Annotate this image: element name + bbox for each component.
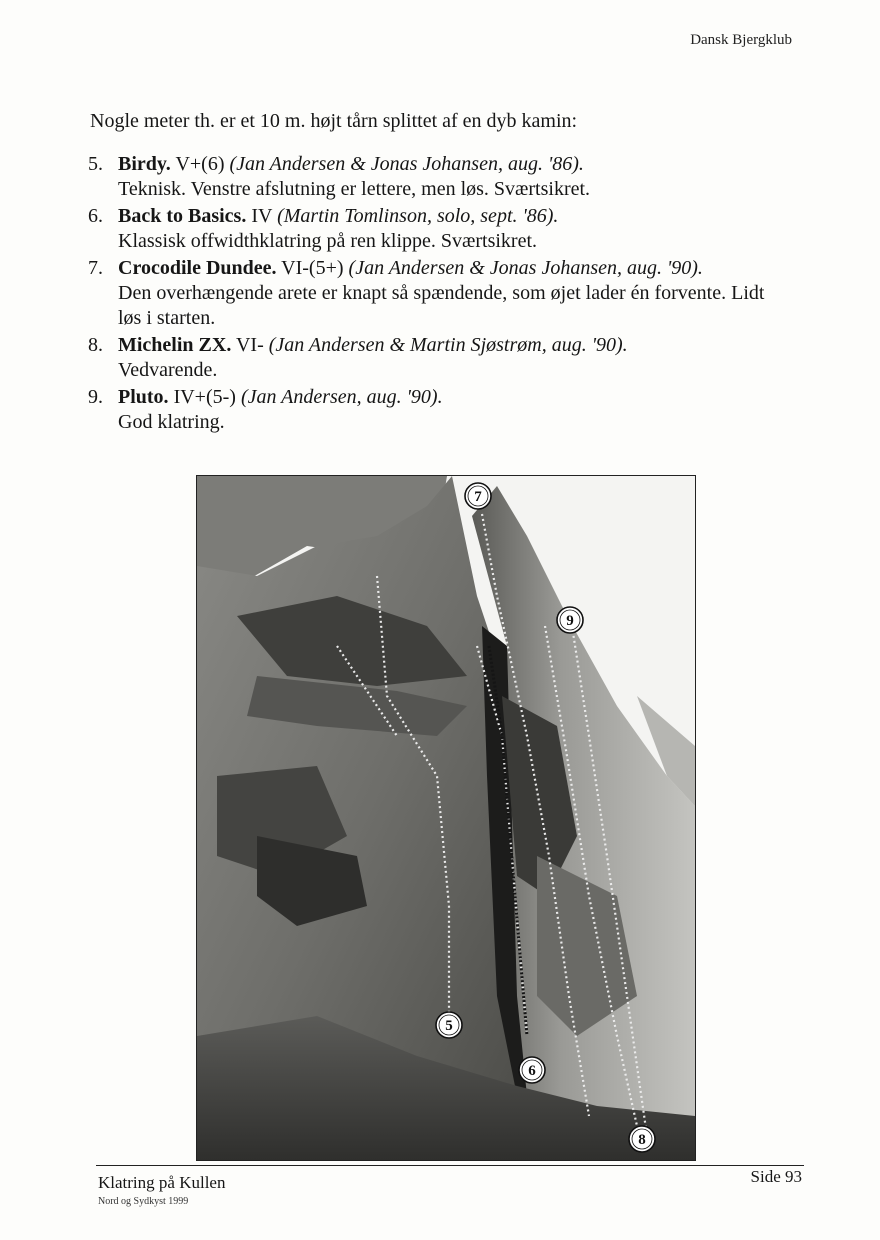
cliff-photo-drawing bbox=[197, 476, 695, 1160]
route-item bbox=[88, 152, 788, 202]
svg-text:7: 7 bbox=[474, 489, 482, 505]
club-name: Dansk Bjergklub bbox=[690, 32, 792, 48]
route-marker-6 bbox=[519, 1057, 545, 1083]
route-name: Crocodile Dundee. bbox=[118, 257, 277, 279]
route-marker-8 bbox=[629, 1126, 655, 1152]
route-item bbox=[88, 204, 788, 254]
route-credit: (Jan Andersen, aug. '90). bbox=[240, 386, 443, 408]
route-number: 5. bbox=[88, 153, 103, 175]
route-credit: (Jan Andersen & Jonas Johansen, aug. '86). bbox=[229, 153, 584, 175]
svg-text:8: 8 bbox=[638, 1132, 646, 1148]
route-list bbox=[88, 152, 788, 437]
route-topo-photo bbox=[196, 475, 696, 1161]
footer-book-title: Klatring på Kullen bbox=[98, 1173, 226, 1192]
route-description: Vedvarende. bbox=[118, 359, 218, 381]
route-item bbox=[88, 333, 788, 383]
intro-text: Nogle meter th. er et 10 m. højt tårn splittet af en dyb kamin: bbox=[90, 110, 578, 132]
route-credit: (Jan Andersen & Martin Sjøstrøm, aug. '90). bbox=[268, 334, 628, 356]
footer-rule bbox=[96, 1165, 804, 1166]
svg-text:6: 6 bbox=[528, 1063, 536, 1079]
route-number: 7. bbox=[88, 257, 103, 279]
route-credit: (Martin Tomlinson, solo, sept. '86). bbox=[277, 205, 559, 227]
route-description: God klatring. bbox=[118, 411, 225, 433]
svg-text:5: 5 bbox=[445, 1018, 453, 1034]
route-marker-7 bbox=[465, 483, 491, 509]
route-name: Birdy. bbox=[118, 153, 171, 175]
route-grade: V+(6) bbox=[175, 153, 225, 175]
route-name: Back to Basics. bbox=[118, 205, 247, 227]
route-grade: VI-(5+) bbox=[281, 257, 344, 279]
route-item bbox=[88, 385, 788, 435]
route-description: Teknisk. Venstre afslutning er lettere, men løs. Sværtsikret. bbox=[118, 178, 591, 200]
page-number: Side 93 bbox=[750, 1167, 802, 1186]
route-marker-5 bbox=[436, 1012, 462, 1038]
route-number: 8. bbox=[88, 334, 103, 356]
route-grade: IV bbox=[251, 205, 273, 227]
route-number: 6. bbox=[88, 205, 103, 227]
route-description: Den overhængende arete er knapt så spændende, som øjet lader én forvente. Lidt løs i starten. bbox=[118, 282, 765, 329]
route-number: 9. bbox=[88, 386, 103, 408]
footer-book-subtitle: Nord og Sydkyst 1999 bbox=[98, 1196, 189, 1207]
svg-text:9: 9 bbox=[566, 613, 574, 629]
route-grade: VI- bbox=[235, 334, 264, 356]
route-item bbox=[88, 256, 788, 331]
route-description: Klassisk offwidthklatring på ren klippe. Sværtsikret. bbox=[118, 230, 538, 252]
route-credit: (Jan Andersen & Jonas Johansen, aug. '90). bbox=[348, 257, 703, 279]
route-grade: IV+(5-) bbox=[173, 386, 236, 408]
route-name: Michelin ZX. bbox=[118, 334, 232, 356]
route-name: Pluto. bbox=[118, 386, 169, 408]
route-marker-9 bbox=[557, 607, 583, 633]
